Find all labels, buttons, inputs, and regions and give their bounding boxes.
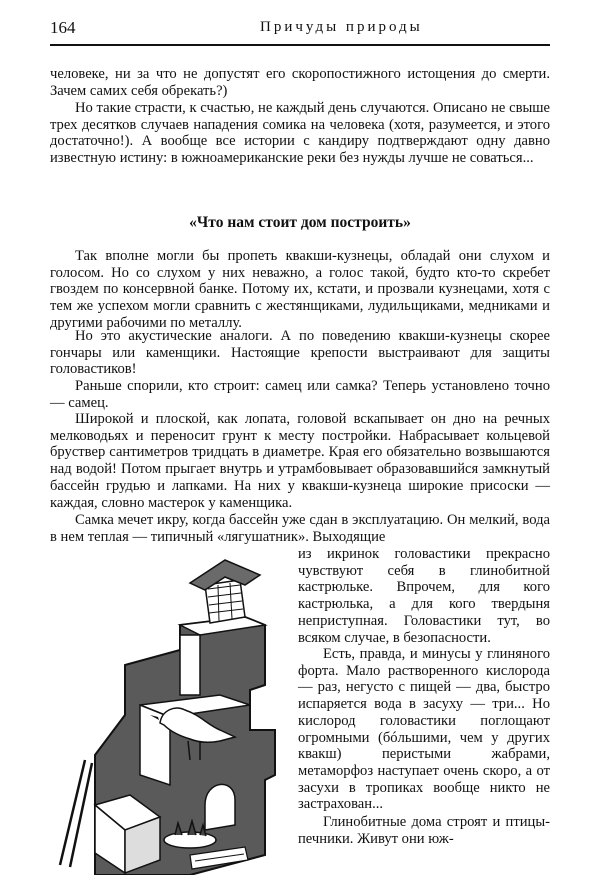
section-paragraph-4: Широкой и плоской, как лопата, головой вскапывает он дно на речных мелководьях и переносит грунт к месту постройки. Набрасывает кольцевой бруствер сантиметров тридцать в диаметре. Края его обязательно возвышаются над водой! Потом прыгает внутрь и утрамбовывает образовавшийся замкнутый бассейн грудью и лапками. На них у квакши-кузнеца широкие присоски — каждая, словно мастерок у каменщика. xyxy=(50,411,550,511)
wrap-paragraph-2: Глинобитные дома строят и птицы-печники. Живут они юж- xyxy=(298,814,550,847)
page-number: 164 xyxy=(50,18,76,37)
tongs xyxy=(60,760,92,867)
section-paragraph-1: Так вполне могли бы пропеть квакши-кузнецы, обладай они слухом и голосом. Но со слухом у них неважно, а голос такой, будто кто-то скребет гвоздем по консервной банке. Потому их, кстати, и прозвали кузнецами, хотя с тем же успехом могли сравнить с жестянщиками, лудильщиками, медниками и другими рабочими по металлу. xyxy=(50,248,550,331)
page-header xyxy=(50,18,550,46)
oven-illustration xyxy=(40,555,290,875)
section-paragraph-2: Но это акустические аналоги. А по поведению квакши-кузнецы скорее гончары или каменщики. Настоящие крепости выстраивают для защиты головастиков! xyxy=(50,328,550,378)
section-paragraph-5: Самка мечет икру, когда бассейн уже сдан в эксплуатацию. Он мелкий, вода в нем теплая — типичный «лягушатник». Выходящие xyxy=(50,512,550,545)
section-paragraph-3: Раньше спорили, кто строит: самец или самка? Теперь установлено точно — самец. xyxy=(50,378,550,411)
running-title: Причуды природы xyxy=(260,19,423,35)
oven-opening xyxy=(205,784,235,830)
intro-paragraph-1: человеке, ни за что не допустят его скоропостижного истощения до смерти. Зачем самих себя обрекать?) xyxy=(50,66,550,99)
section-title: «Что нам стоит дом построить» xyxy=(189,214,411,231)
wrap-paragraph-1: Есть, правда, и минусы у глиняного форта. Мало растворенного кислорода — раз, негусто с пищей — два, быстро испаряется вода в засуху — три... Но кислород головастики поглощают огромными (бóльшими, чем у других квакш) перистыми жабрами, метаморфоз наступает очень скоро, а от засухи в тропиках вообще никто не застрахован... xyxy=(298,646,550,813)
wrap-continuation: из икринок головастики прекрасно чувствуют себя в глинобитной кастрюльке. Впрочем, для кого кастрюлька, а для кого твердыня неприступная. Головастики тут, во всяком случае, в безопасности. xyxy=(298,546,550,646)
intro-paragraph-2: Но такие страсти, к счастью, не каждый день случаются. Описано не свыше трех десятков случаев нападения сомика на человека (хотя, разумеется, и этого достаточно!). А вообще все истории с кандиру подтверждают одну давно известную истину: в южноамериканские реки без нужды лучше не соваться... xyxy=(50,100,550,167)
